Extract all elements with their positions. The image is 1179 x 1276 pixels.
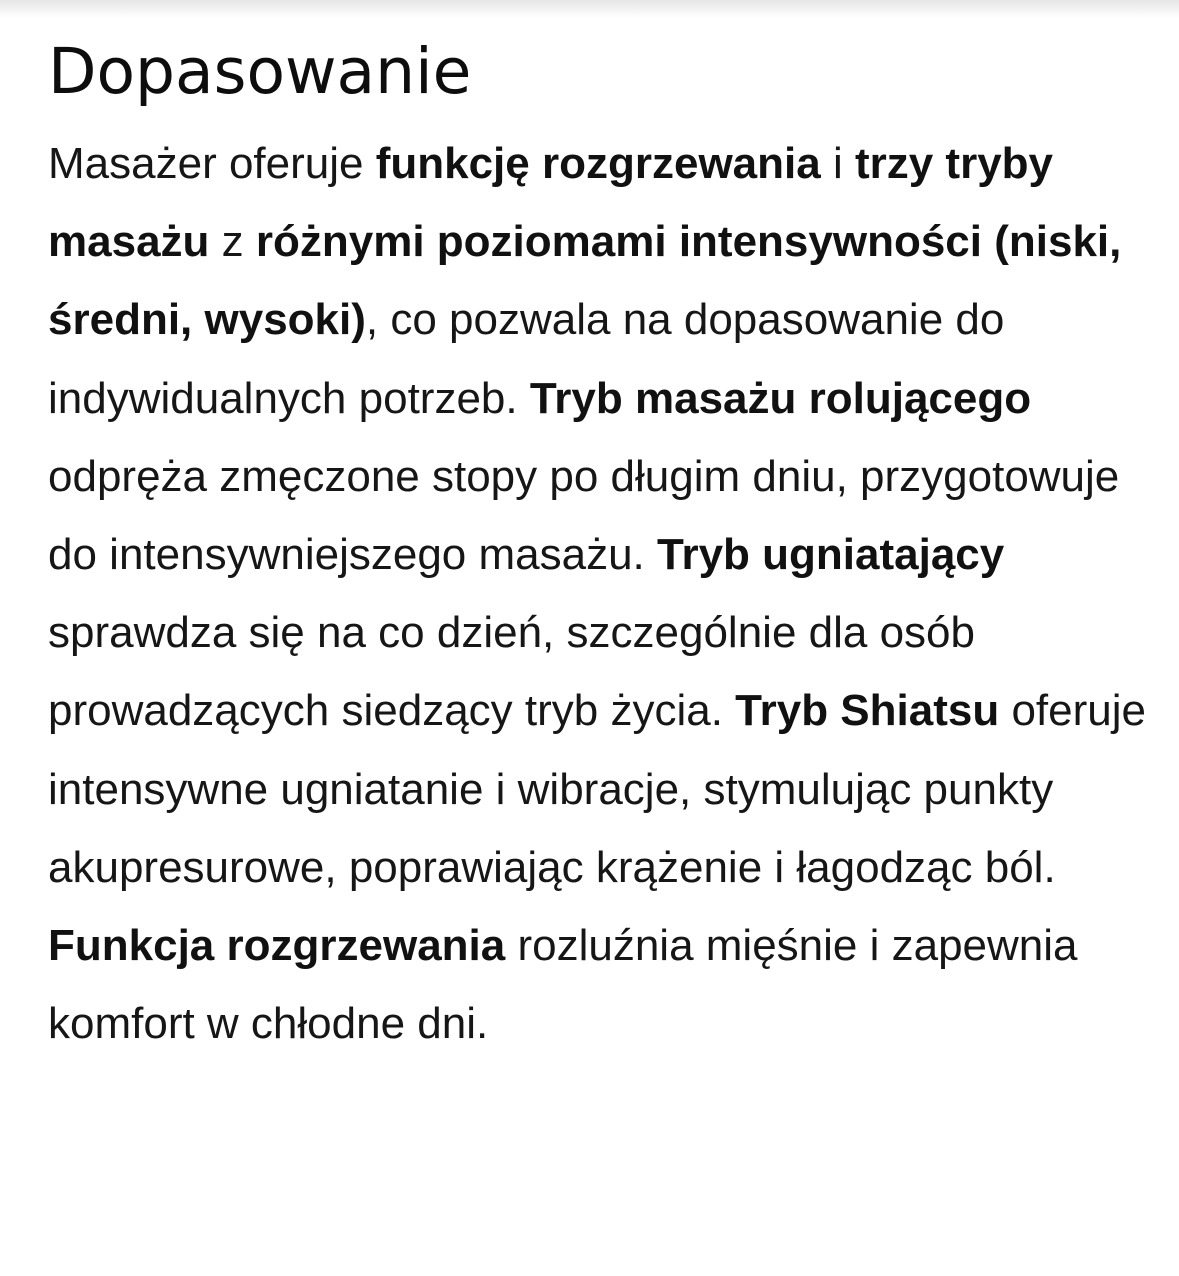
bold-text-segment: Tryb ugniatający — [657, 530, 1005, 580]
bold-text-segment: funkcję rozgrzewania — [375, 139, 821, 188]
text-segment: i — [820, 139, 855, 188]
text-segment: oferuje intensywne ugniatanie i wibracje, stymulując punkty akupresurowe, poprawiając krążenie i łagodząc ból. — [48, 686, 1146, 892]
text-segment: rozluźnia mięśnie i zapewnia komfort w chłodne dni. — [48, 921, 1078, 1049]
bold-text-segment: Tryb masażu rolującego — [529, 373, 1032, 423]
bold-text-segment: Funkcja rozgrzewania — [48, 921, 506, 971]
bold-text-segment: Tryb Shiatsu — [735, 686, 1000, 736]
top-shadow — [0, 0, 1179, 18]
article — [48, 30, 1148, 1063]
bold-text-segment: trzy tryby masażu — [48, 139, 1054, 267]
bold-text-segment: różnymi poziomami intensywności (niski, średni, wysoki) — [48, 217, 1122, 345]
text-segment: odpręża zmęczone stopy po długim dniu, przygotowuje do intensywniejszego masażu. — [48, 451, 1120, 580]
text-segment: sprawdza się na co dzień, szczególnie dla osób prowadzących siedzący tryb życia. — [48, 608, 975, 736]
article-paragraph — [48, 125, 1148, 1063]
text-segment: Masażer oferuje — [48, 139, 376, 188]
text-segment: , co pozwala na dopasowanie do indywidualnych potrzeb. — [48, 295, 1005, 423]
page-title: Dopasowanie — [48, 35, 472, 108]
text-segment: z — [209, 217, 256, 267]
